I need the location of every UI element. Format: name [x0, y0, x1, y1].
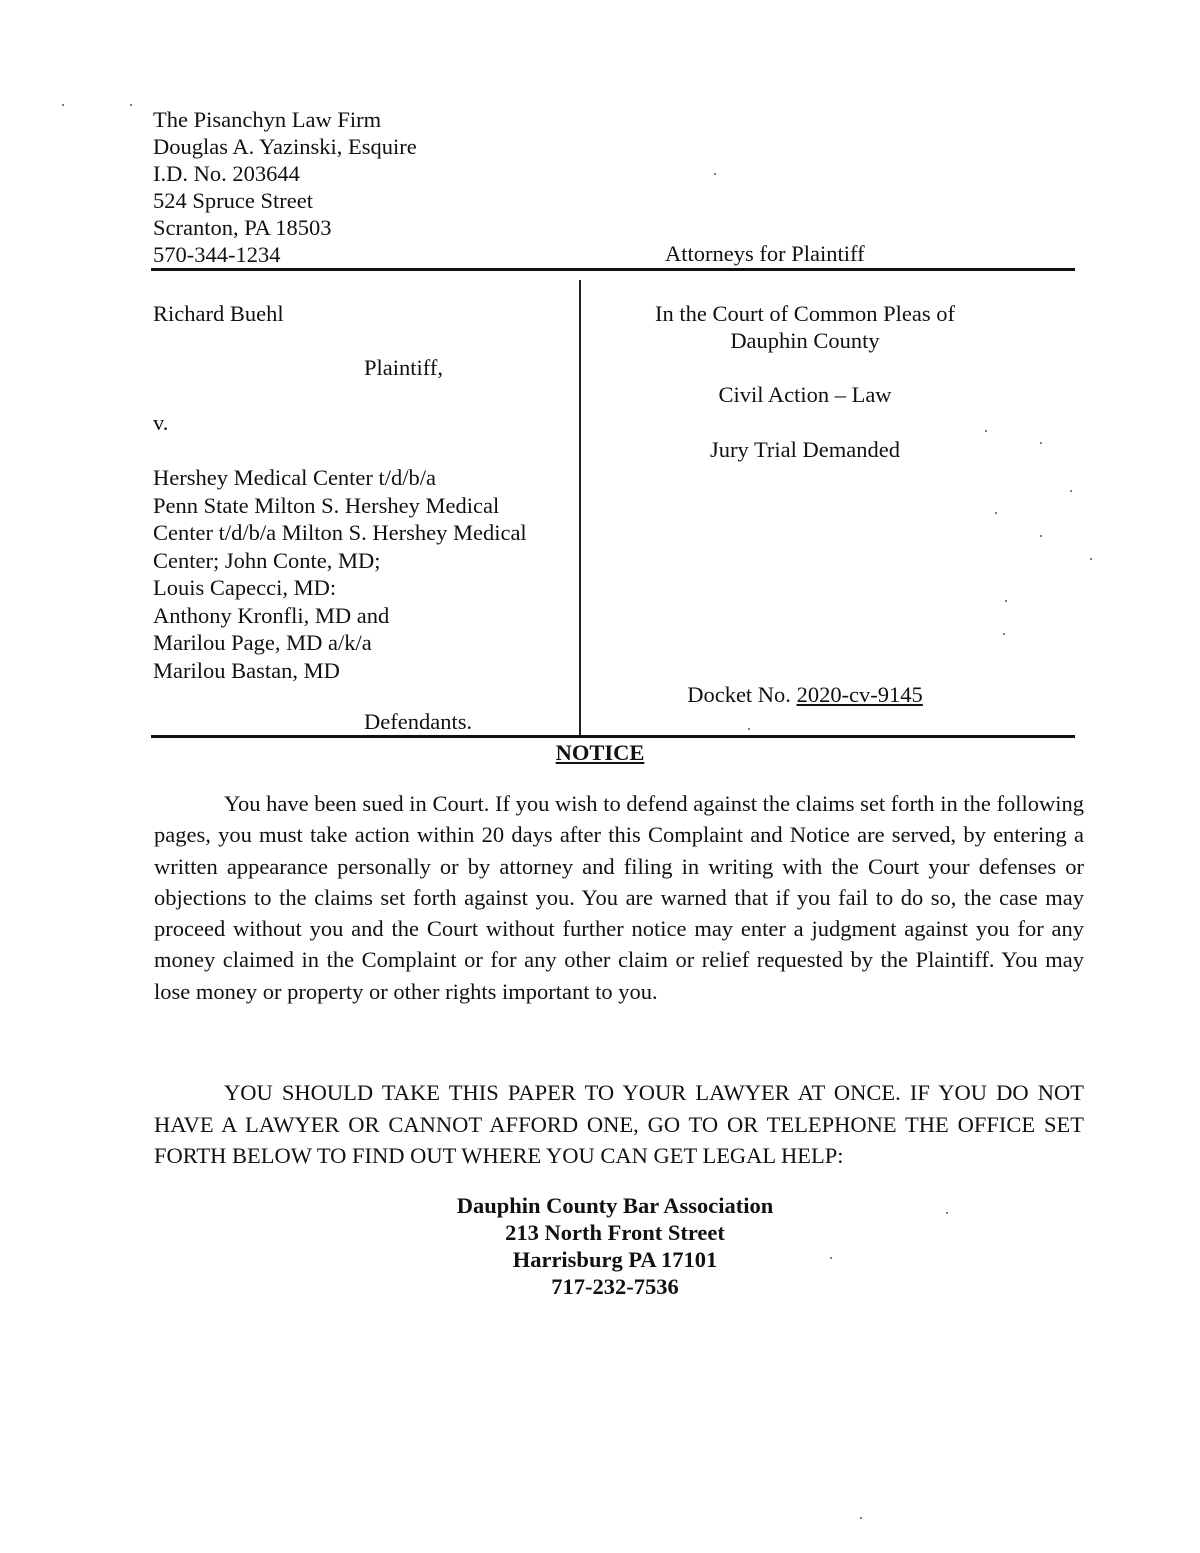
scan-speck [1090, 558, 1092, 560]
caption-divider [579, 280, 581, 735]
firm-city: Scranton, PA 18503 [153, 215, 332, 240]
scan-speck [62, 104, 64, 106]
bar-association-name: Dauphin County Bar Association [456, 1193, 774, 1218]
court-name-line2: Dauphin County [730, 328, 880, 353]
scan-speck [748, 728, 750, 730]
attorney-name: Douglas A. Yazinski, Esquire [153, 134, 417, 159]
scan-speck [985, 430, 987, 432]
docket-label: Docket No. [687, 682, 791, 707]
civil-action: Civil Action – Law [718, 382, 892, 407]
scan-speck [714, 173, 716, 175]
firm-street: 524 Spruce Street [153, 188, 313, 213]
scan-speck [830, 1257, 832, 1259]
defendant-line: Penn State Milton S. Hershey Medical [153, 492, 500, 518]
attorney-id: I.D. No. 203644 [153, 161, 300, 186]
scan-speck [1003, 633, 1005, 635]
bar-association-city: Harrisburg PA 17101 [512, 1247, 718, 1272]
caption-bottom-rule [151, 735, 1075, 738]
court-name-line1: In the Court of Common Pleas of [655, 301, 955, 326]
scan-speck [1005, 600, 1007, 602]
defendants-list [153, 464, 527, 684]
bar-association-street: 213 North Front Street [505, 1220, 725, 1245]
scan-speck [860, 1517, 862, 1519]
plaintiff-label: Plaintiff, [364, 355, 443, 380]
attorney-header [153, 106, 417, 268]
caption-top-rule [151, 268, 1075, 271]
defendant-line: Louis Capecci, MD: [153, 575, 337, 600]
bar-association-phone: 717-232-7536 [551, 1274, 679, 1299]
firm-phone: 570-344-1234 [153, 242, 281, 267]
defendant-line: Marilou Bastan, MD [153, 657, 340, 683]
jury-trial-demanded: Jury Trial Demanded [710, 437, 900, 462]
defendant-line: Anthony Kronfli, MD and [153, 602, 390, 628]
defendant-line: Marilou Page, MD a/k/a [153, 630, 372, 655]
scan-speck [130, 104, 132, 106]
defendant-line: Center t/d/b/a Milton S. Hershey Medical [153, 520, 527, 545]
notice-text-2: YOU SHOULD TAKE THIS PAPER TO YOUR LAWYER AT ONCE. IF YOU DO NOT HAVE A LAWYER OR CANNOT AFFORD ONE, GO TO OR TELEPHONE THE OFFICE SET FORTH BELOW TO FIND OUT WHERE YOU CAN GET LEGAL HELP: [154, 1080, 1084, 1168]
defendants-label: Defendants. [364, 709, 473, 734]
scan-speck [1070, 490, 1072, 492]
notice-paragraph-1 [154, 788, 1084, 1007]
scan-speck [995, 512, 997, 514]
scan-speck [946, 1212, 948, 1214]
attorneys-for-plaintiff: Attorneys for Plaintiff [665, 241, 865, 266]
bar-association-block [0, 1192, 1200, 1300]
docket-number-line [635, 682, 975, 708]
scan-speck [1040, 442, 1042, 444]
defendant-line: Center; John Conte, MD; [153, 547, 381, 573]
defendant-line: Hershey Medical Center t/d/b/a [153, 465, 437, 490]
notice-text-1: You have been sued in Court. If you wish to defend against the claims set forth in the following pages, you must take action within 20 days after this Complaint and Notice are served, by entering a written appearance personally or by attorney and filing in writing with the Court your defenses or objections to the claims set forth against you. You are warned that if you fail to do so, the case may proceed without you and the Court without further notice may enter a judgment against you for any money claimed in the Complaint or for any other claim or relief requested by the Plaintiff. You may lose money or property or other rights important to you. [154, 791, 1084, 1004]
notice-title: NOTICE [555, 740, 645, 765]
notice-paragraph-2 [154, 1077, 1084, 1172]
versus: v. [153, 410, 169, 435]
docket-number: 2020-cv-9145 [796, 682, 923, 707]
scan-speck [1040, 535, 1042, 537]
plaintiff-name: Richard Buehl [153, 301, 284, 326]
firm-name: The Pisanchyn Law Firm [153, 107, 382, 132]
